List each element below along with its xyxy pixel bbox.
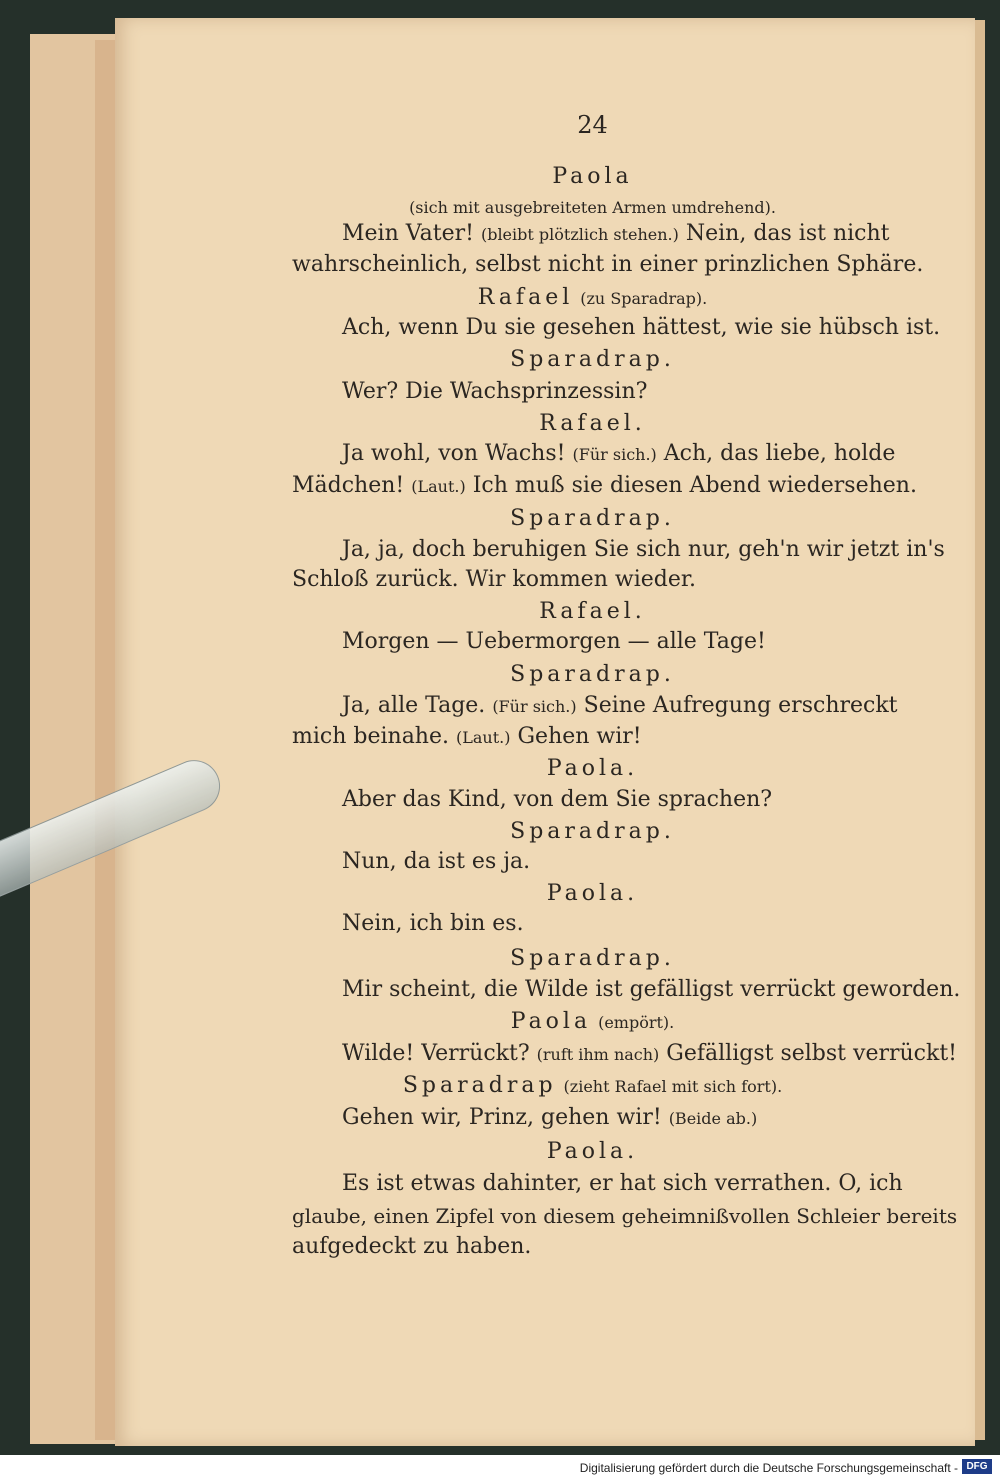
- stage-direction: (Für sich.): [492, 697, 577, 716]
- dialogue-text: Gehen wir!: [517, 724, 642, 749]
- speaker-name: Sparadrap: [402, 1073, 557, 1098]
- dialogue-text: Nein, das ist nicht: [685, 221, 890, 246]
- stage-direction: (Laut.): [456, 728, 511, 747]
- speaker-sparadrap: Sparadrap.: [510, 819, 675, 844]
- dialogue-text: Ja, alle Tage.: [342, 693, 486, 718]
- dialogue-text: Ach, das liebe, holde: [663, 441, 896, 466]
- speaker-sparadrap: [140, 1072, 1000, 1101]
- dialogue-text: Mädchen!: [292, 473, 405, 498]
- speaker-sparadrap: Sparadrap.: [510, 946, 675, 971]
- dialogue-line: glaube, einen Zipfel von diesem geheimnißvollen Schleier bereits: [292, 1204, 958, 1228]
- dialogue-line: Schloß zurück. Wir kommen wieder.: [292, 567, 696, 592]
- page-edge: [975, 20, 985, 1440]
- dialogue-line: Mir scheint, die Wilde ist gefälligst verrückt geworden.: [342, 977, 961, 1002]
- dialogue-line: Morgen — Uebermorgen — alle Tage!: [342, 629, 766, 654]
- dialogue-line: [292, 472, 917, 501]
- speaker-sparadrap: Sparadrap.: [510, 662, 675, 687]
- speaker-sparadrap: Sparadrap.: [510, 347, 675, 372]
- speaker-rafael: Rafael.: [539, 411, 646, 436]
- stage-direction: (ruft ihm nach): [536, 1045, 660, 1064]
- speaker-name: Paola: [510, 1009, 592, 1034]
- dialogue-line: [342, 220, 890, 249]
- speaker-paola: Paola.: [546, 881, 639, 906]
- stage-direction: (Für sich.): [572, 445, 657, 464]
- speaker-rafael: Rafael.: [539, 599, 646, 624]
- speaker-paola: [140, 1008, 1000, 1037]
- speaker-paola: Paola.: [546, 756, 639, 781]
- dialogue-text: Ich muß sie diesen Abend wiedersehen.: [472, 473, 917, 498]
- dialogue-text: Mein Vater!: [342, 221, 474, 246]
- dialogue-text: mich beinahe.: [292, 724, 449, 749]
- stage-direction: (Beide ab.): [668, 1109, 758, 1128]
- stage-direction: (sich mit ausgebreiteten Armen umdrehend).: [409, 198, 776, 217]
- dialogue-line: Ja, ja, doch beruhigen Sie sich nur, geh'n wir jetzt in's: [342, 537, 945, 562]
- dialogue-line: Nun, da ist es ja.: [342, 849, 531, 874]
- stage-direction: (bleibt plötzlich stehen.): [480, 225, 679, 244]
- dialogue-line: Es ist etwas dahinter, er hat sich verrathen. O, ich: [342, 1171, 903, 1196]
- stage-direction: (zu Sparadrap).: [580, 289, 708, 308]
- speaker-sparadrap: Sparadrap.: [510, 506, 675, 531]
- dialogue-text: Gefälligst selbst verrückt!: [666, 1041, 958, 1066]
- speaker-name: Rafael: [477, 285, 574, 310]
- speaker-paola: Paola: [552, 164, 633, 189]
- stage-direction: (zieht Rafael mit sich fort).: [563, 1077, 783, 1096]
- dialogue-line: Aber das Kind, von dem Sie sprachen?: [342, 787, 773, 812]
- dialogue-text: Wilde! Verrückt?: [342, 1041, 530, 1066]
- dialogue-line: [342, 1040, 957, 1069]
- dialogue-line: [342, 440, 895, 469]
- dialogue-line: Nein, ich bin es.: [342, 911, 524, 936]
- dialogue-line: Wer? Die Wachsprinzessin?: [342, 379, 648, 404]
- page-number: 24: [577, 111, 608, 139]
- stage-direction: (Laut.): [411, 477, 466, 496]
- dialogue-line: [342, 692, 898, 721]
- dialogue-line: [292, 723, 642, 752]
- dialogue-line: wahrscheinlich, selbst nicht in einer prinzlichen Sphäre.: [292, 252, 924, 277]
- dfg-logo: DFG: [962, 1459, 992, 1474]
- speaker-paola: Paola.: [546, 1139, 639, 1164]
- speaker-rafael: [140, 284, 1000, 313]
- dialogue-line: aufgedeckt zu haben.: [292, 1234, 532, 1259]
- dialogue-text: Seine Aufregung erschreckt: [583, 693, 898, 718]
- dialogue-line: [342, 1104, 757, 1133]
- dialogue-text: Gehen wir, Prinz, gehen wir!: [342, 1105, 662, 1130]
- dialogue-line: Ach, wenn Du sie gesehen hättest, wie sie hübsch ist.: [342, 315, 941, 340]
- dialogue-text: Ja wohl, von Wachs!: [342, 441, 566, 466]
- funding-notice: Digitalisierung gefördert durch die Deutsche Forschungsgemeinschaft -: [579, 1461, 958, 1475]
- stage-direction: (empört).: [598, 1013, 675, 1032]
